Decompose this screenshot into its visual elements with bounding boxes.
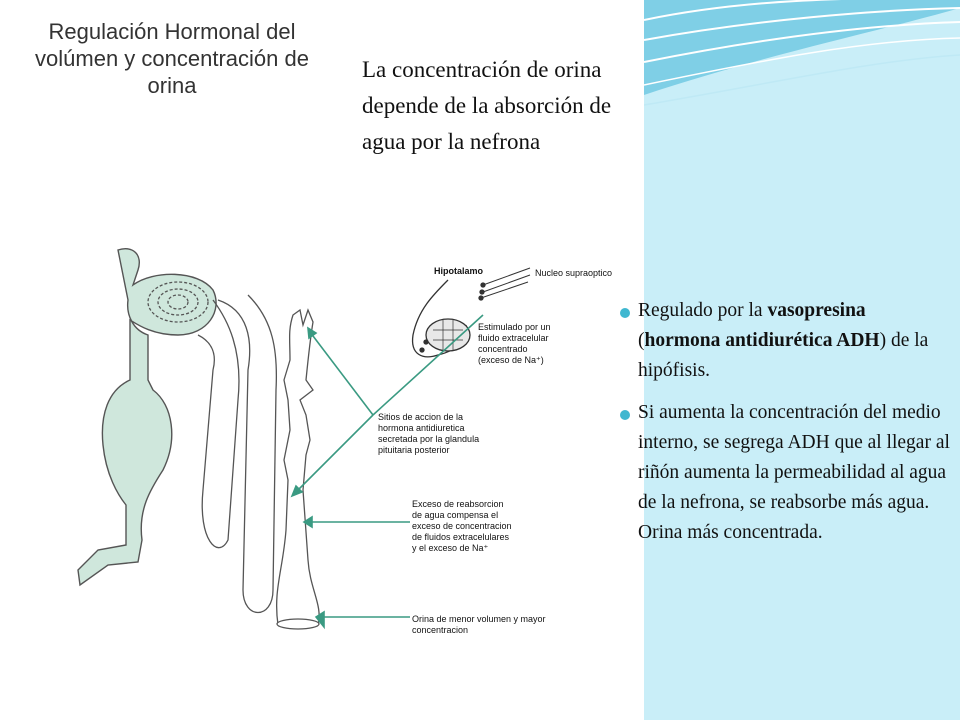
label-reabs-1: Exceso de reabsorcion [412,499,504,509]
label-stimulus-4: (exceso de Na⁺) [478,355,544,365]
label-action-2: hormona antidiuretica [378,423,465,433]
bullet-item-vasopresina: Regulado por la vasopresina (hormona antidiurética ADH) de la hipófisis. [620,296,952,386]
label-reabs-4: de fluidos extracelulares [412,532,510,542]
bullet-item-concentracion: Si aumenta la concentración del medio interno, se segrega ADH que al llegar al riñón aumenta la permeabilidad al agua de la nefrona, se reabsorbe más agua. Orina más concentrada. [620,398,952,548]
nephron-diagram [38,240,638,660]
label-stimulus-2: fluido extracelular [478,333,549,343]
label-action-4: pituitaria posterior [378,445,450,455]
label-stimulus-1: Estimulado por un [478,322,551,332]
bullet-dot-icon [620,308,630,318]
arrows [292,315,483,627]
label-urine-1: Orina de menor volumen y mayor [412,614,546,624]
label-urine-2: concentracion [412,625,469,635]
label-hypothalamus: Hipotalamo [434,266,484,276]
slide-title: Regulación Hormonal del volúmen y concentración de orina [35,19,309,98]
label-reabs-5: y el exceso de Na⁺ [412,543,489,553]
decorative-waves [644,0,960,120]
loop-of-henle [198,295,276,613]
label-nucleus: Nucleo supraoptico [535,268,613,278]
label-action-3: secretada por la glandula [378,434,480,444]
label-action-1: Sitios de accion de la [378,412,464,422]
bullet-list [620,296,952,560]
label-reabs-2: de agua compensa el [412,510,499,520]
label-stimulus-3: concentrado [478,344,528,354]
bullet-dot-icon [620,410,630,420]
collecting-duct [277,310,320,629]
intro-text: La concentración de orina depende de la absorción de agua por la nefrona [362,57,612,154]
nephron [78,249,216,585]
label-reabs-3: exceso de concentracion [412,521,512,531]
